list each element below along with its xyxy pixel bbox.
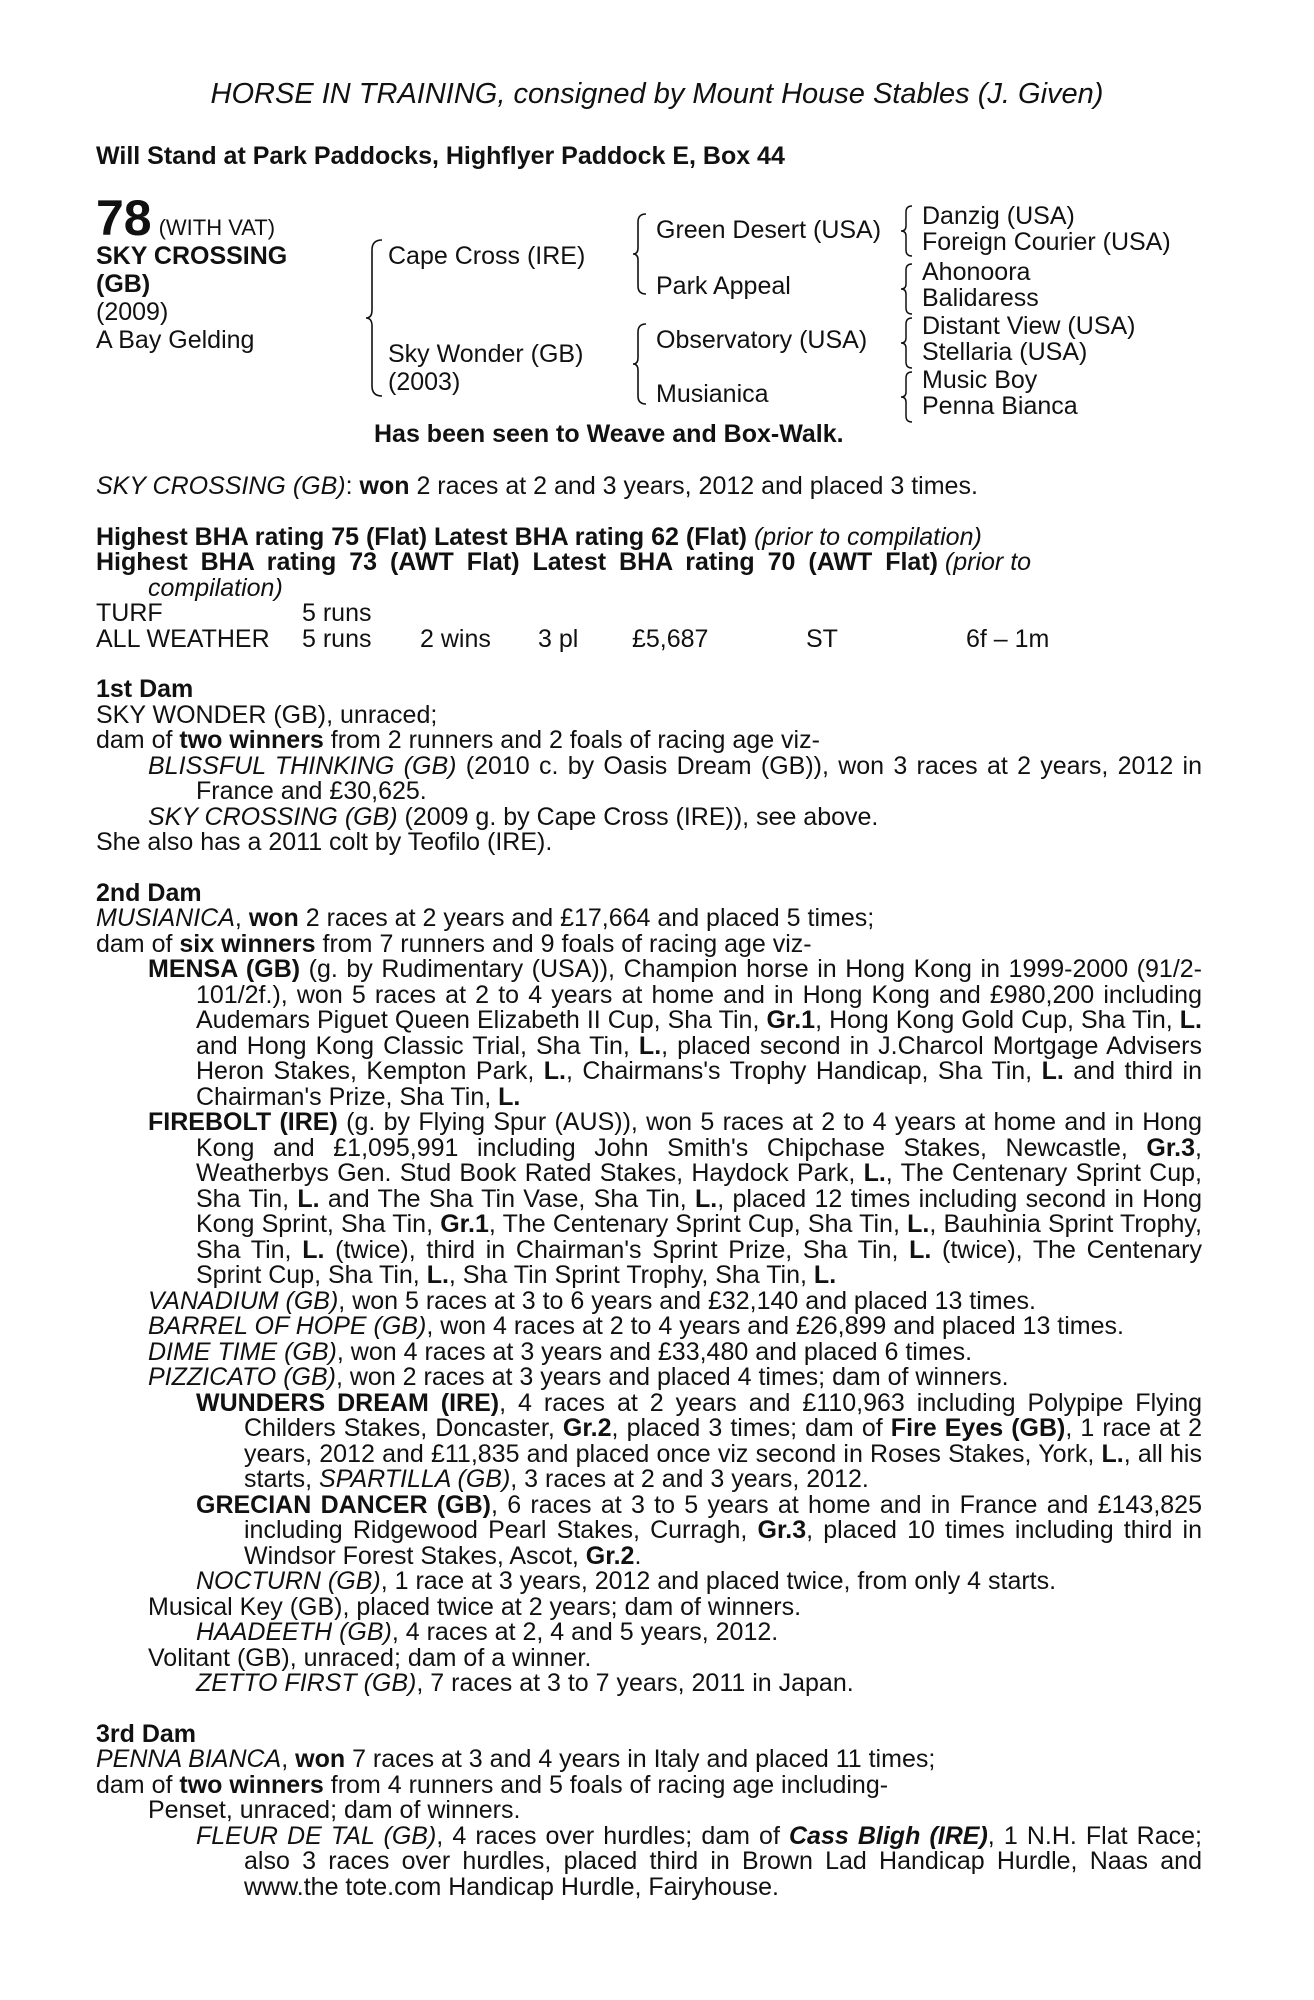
pedigree-brace-gg1 [900,204,914,258]
horse-description: A Bay Gelding [96,326,255,354]
first-dam: SKY WONDER (GB), unraced; [96,700,438,729]
progeny-item: HAADEETH (GB), 4 races at 2, 4 and 5 years, 2012. [196,1618,779,1646]
turf-record: TURF 5 runs [96,599,372,627]
lot-info [96,190,288,354]
aw-record: ALL WEATHER 5 runs 2 wins 3 pl £5,687 ST 6f – 1m [96,624,1050,653]
progeny-item: Musical Key (GB), placed twice at 2 years; dam of winners. [148,1592,802,1621]
progeny-item: ZETTO FIRST (GB), 7 races at 3 to 7 years, 2011 in Japan. [196,1669,854,1697]
pedigree-brace-gg2 [900,262,914,316]
horse-country: (GB) [96,270,151,298]
page-title: HORSE IN TRAINING, consigned by Mount House Stables (J. Given) [210,78,1104,110]
stand-location: Will Stand at Park Paddocks, Highflyer Paddock E, Box 44 [96,142,785,170]
pedigree-brace-gg4 [900,370,914,424]
dam: Sky Wonder (GB) [388,340,584,368]
progeny-item: NOCTURN (GB), 1 race at 3 years, 2012 and placed twice, from only 4 starts. [196,1567,1057,1595]
horse-name: SKY CROSSING [96,242,288,270]
progeny-item: Volitant (GB), unraced; dam of a winner. [148,1643,592,1672]
progeny-item: Penset, unraced; dam of winners. [148,1796,521,1824]
progeny-item: FIREBOLT (IRE) (g. by Flying Spur (AUS)), won 5 races at 2 to 4 years at home and in Hong Kong and £1,095,991 including John Smith's Chipchase Stakes, Newcastle, Gr.3, Weatherbys Gen. Stud Book Rated Stakes, Haydock Park, L., The Centenary Sprint Cup, Sha Tin, L. and The Sha Tin Vase, Sha Tin, L., placed 12 times including second in Hong Kong Sprint, Sha Tin, Gr.1, The Centenary Sprint Cup, Sha Tin, L., Bauhinia Sprint Trophy, Sha Tin, L. (twice), third in Chairman's Sprint Prize, Sha Tin, L. (twice), The Centenary Sprint Cup, Sha Tin, L., Sha Tin Sprint Trophy, Sha Tin, L. [148,1108,1203,1289]
pedigree-brace-main [364,238,384,398]
vat-note: (WITH VAT) [158,215,276,240]
dam-dam: Musianica [656,380,769,408]
dam-sire: Observatory (USA) [656,326,868,354]
progeny-item: WUNDERS DREAM (IRE), 4 races at 2 years and £110,963 including Polypipe Flying Childers Stakes, Doncaster, Gr.2, placed 3 times; dam of Fire Eyes (GB), 1 race at 2 years, 2012 and £11,835 and placed once viz second in Roses Stakes, York, L., all his starts, SPARTILLA (GB), 3 races at 2 and 3 years, 2012. [196,1388,1202,1493]
progeny-item: FLEUR DE TAL (GB), 4 races over hurdles; dam of Cass Bligh (IRE), 1 N.H. Flat Race; also 3 races over hurdles, placed third in Brown Lad Handicap Hurdle, Naas and www.the tote.com Handicap Hurdle, Fairyhouse. [196,1821,1202,1901]
sire: Cape Cross (IRE) [388,242,586,270]
second-dam: MUSIANICA, won 2 races at 2 years and £17,664 and placed 5 times; [96,904,875,932]
pedigree-brace-sire [632,212,648,296]
gg-5: Distant View (USA) [922,312,1136,340]
third-dam-heading: 3rd Dam [96,1719,197,1748]
pedigree-brace-gg3 [900,316,914,370]
progeny-item: BARREL OF HOPE (GB), won 4 races at 2 to 4 years and £26,899 and placed 13 times. [148,1312,1124,1340]
gg-1: Danzig (USA) [922,202,1075,230]
gg-2: Foreign Courier (USA) [922,228,1171,256]
dam-year: (2003) [388,368,461,396]
first-dam-heading: 1st Dam [96,675,194,703]
gg-6: Stellaria (USA) [922,338,1088,366]
third-dam: PENNA BIANCA, won 7 races at 3 and 4 years in Italy and placed 11 times; [96,1745,936,1773]
progeny-item: MENSA (GB) (g. by Rudimentary (USA)), Champion horse in Hong Kong in 1999-2000 (91/2-101/2f.), won 5 races at 2 to 4 years at home and in Hong Kong and £980,200 including Audemars Piguet Queen Elizabeth II Cup, Sha Tin, Gr.1, Hong Kong Gold Cup, Sha Tin, L. and Hong Kong Classic Trial, Sha Tin, L., placed second in J.Charcol Mortgage Advisers Heron Stakes, Kempton Park, L., Chairmans's Trophy Handicap, Sha Tin, L. and third in Chairman's Prize, Sha Tin, L. [148,955,1202,1111]
progeny-item: BLISSFUL THINKING (GB) (2010 c. by Oasis Dream (GB)), won 3 races at 2 years, 2012 in France and £30,625. [148,751,1203,805]
ratings-flat: Highest BHA rating 75 (Flat) Latest BHA rating 62 (Flat) (prior to compilation) [96,522,982,551]
gg-3: Ahonoora [922,258,1031,286]
lot-number: 78 [96,190,152,246]
progeny-item: GRECIAN DANCER (GB), 6 races at 3 to 5 years at home and in France and £143,825 including Ridgewood Pearl Stakes, Curragh, Gr.3, placed 10 times including third in Windsor Forest Stakes, Ascot, Gr.2. [196,1490,1202,1570]
vice-note: Has been seen to Weave and Box-Walk. [374,420,844,448]
progeny-item: VANADIUM (GB), won 5 races at 3 to 6 years and £32,140 and placed 13 times. [148,1286,1036,1315]
progeny-item: SKY CROSSING (GB) (2009 g. by Cape Cross (IRE)), see above. [148,802,879,831]
gg-8: Penna Bianca [922,392,1078,420]
progeny-item: PIZZICATO (GB), won 2 races at 3 years and placed 4 times; dam of winners. [148,1363,1009,1391]
gg-7: Music Boy [922,366,1038,394]
sire-dam: Park Appeal [656,272,791,300]
progeny-item: DIME TIME (GB), won 4 races at 3 years and £33,480 and placed 6 times. [148,1337,973,1366]
pedigree-brace-dam [632,322,648,406]
second-dam-heading: 2nd Dam [96,878,202,907]
summary: SKY CROSSING (GB): won 2 races at 2 and 3 years, 2012 and placed 3 times. [96,472,978,500]
catalogue-body: SKY CROSSING (GB): won 2 races at 2 and 3 years, 2012 and placed 3 times. Highest BHA rating 75 (Flat) Latest BHA rating 62 (Flat) (prior to compilation) Highest BHA rating 73 (AWT Flat) Latest BHA rating 70 (AWT Flat) (prior to compilation) TURF 5 runs ALL WEATHER 5 runs 2 wins 3 pl £5,687 ST 6f – 1m 1st Dam SKY WONDER (GB), unraced; dam of two winners from 2 runners and 2 foals of racing age viz- BLISSFUL THINKING (GB) (2010 c. by Oasis Dream (GB)), won 3 races at 2 years, 2012 in France and £30,625. SKY CROSSING (GB) (2009 g. by Cape Cross (IRE)), see above. She also has a 2011 colt by Teofilo (IRE). 2nd Dam MUSIANICA, won 2 races at 2 years and £17,664 and placed 5 times; dam of six winners from 7 runners and 9 foals of racing age viz- MENSA (GB) (g. by Rudimentary (USA)), Champion horse in Hong Kong in 1999-2000 (91/2-101/2f.), won 5 races at 2 to 4 years at home and in Hong Kong and £980,200 including Audemars Piguet Queen Elizabeth II Cup, Sha Tin, Gr.1, Hong Kong Gold Cup, Sha Tin, L. and Hong Kong Classic Trial, Sha Tin, L., placed second in J.Charcol Mortgage Advisers Heron Stakes, Kempton Park, L., Chairmans's Trophy Handicap, Sha Tin, L. and third in Chairman's Prize, Sha Tin, L. FIREBOLT (IRE) (g. by Flying Spur (AUS)), won 5 races at 2 to 4 years at home and in Hong Kong and £1,095,991 including John Smith's Chipchase Stakes, Newcastle, Gr.3, Weatherbys Gen. Stud Book Rated Stakes, Haydock Park, L., The Centenary Sprint Cup, Sha Tin, L. and The Sha Tin Vase, Sha Tin, L., placed 12 times including second in Hong Kong Sprint, Sha Tin, Gr.1, The Centenary Sprint Cup, Sha Tin, L., Bauhinia Sprint Trophy, Sha Tin, L. (twice), third in Chairman's Sprint Prize, Sha Tin, L. (twice), The Centenary Sprint Cup, Sha Tin, L., Sha Tin Sprint Trophy, Sha Tin, L. VANADIUM (GB), won 5 races at 3 to 6 years and £32,140 and placed 13 times. BARREL OF HOPE (GB), won 4 races at 2 to 4 years and £26,899 and placed 13 times. DIME TIME (GB), won 4 races at 3 years and £33,480 and placed 6 times. PIZZICATO (GB), won 2 races at 3 years and placed 4 times; dam of winners. WUNDERS DREAM (IRE), 4 races at 2 years and £110,963 including Polypipe Flying Childers Stakes, Doncaster, Gr.2, placed 3 times; dam of Fire Eyes (GB), 1 race at 2 years, 2012 and £11,835 and placed once viz second in Roses Stakes, York, L., all his starts, SPARTILLA (GB), 3 races at 2 and 3 years, 2012. GRECIAN DANCER (GB), 6 races at 3 to 5 years at home and in France and £143,825 including Ridgewood Pearl Stakes, Curragh, Gr.3, placed 10 times including third in Windsor Forest Stakes, Ascot, Gr.2. NOCTURN (GB), 1 race at 3 years, 2012 and placed twice, from only 4 starts. Musical Key (GB), placed twice at 2 years; dam of winners. HAADEETH (GB), 4 races at 2, 4 and 5 years, 2012. Volitant (GB), unraced; dam of a winner. ZETTO FIRST (GB), 7 races at 3 to 7 years, 2011 in Japan. 3rd Dam PENNA BIANCA, won 7 races at 3 and 4 years in Italy and placed 11 times; dam of two winners from 4 runners and 5 foals of racing age including- Penset, unraced; dam of winners. FLEUR DE TAL (GB), 4 races over hurdles; dam of Cass Bligh (IRE), 1 N.H. Flat Race; also 3 races over hurdles, placed third in Brown Lad Handicap Hurdle, Naas and www.the tote.com Handicap Hurdle, Fairyhouse. [96,472,1203,1901]
sire-sire: Green Desert (USA) [656,216,882,244]
ratings-awt: Highest BHA rating 73 (AWT Flat) Latest BHA rating 70 (AWT Flat) (prior to compilation) [96,548,1032,602]
foal-year: (2009) [96,298,169,326]
gg-4: Balidaress [922,284,1039,312]
